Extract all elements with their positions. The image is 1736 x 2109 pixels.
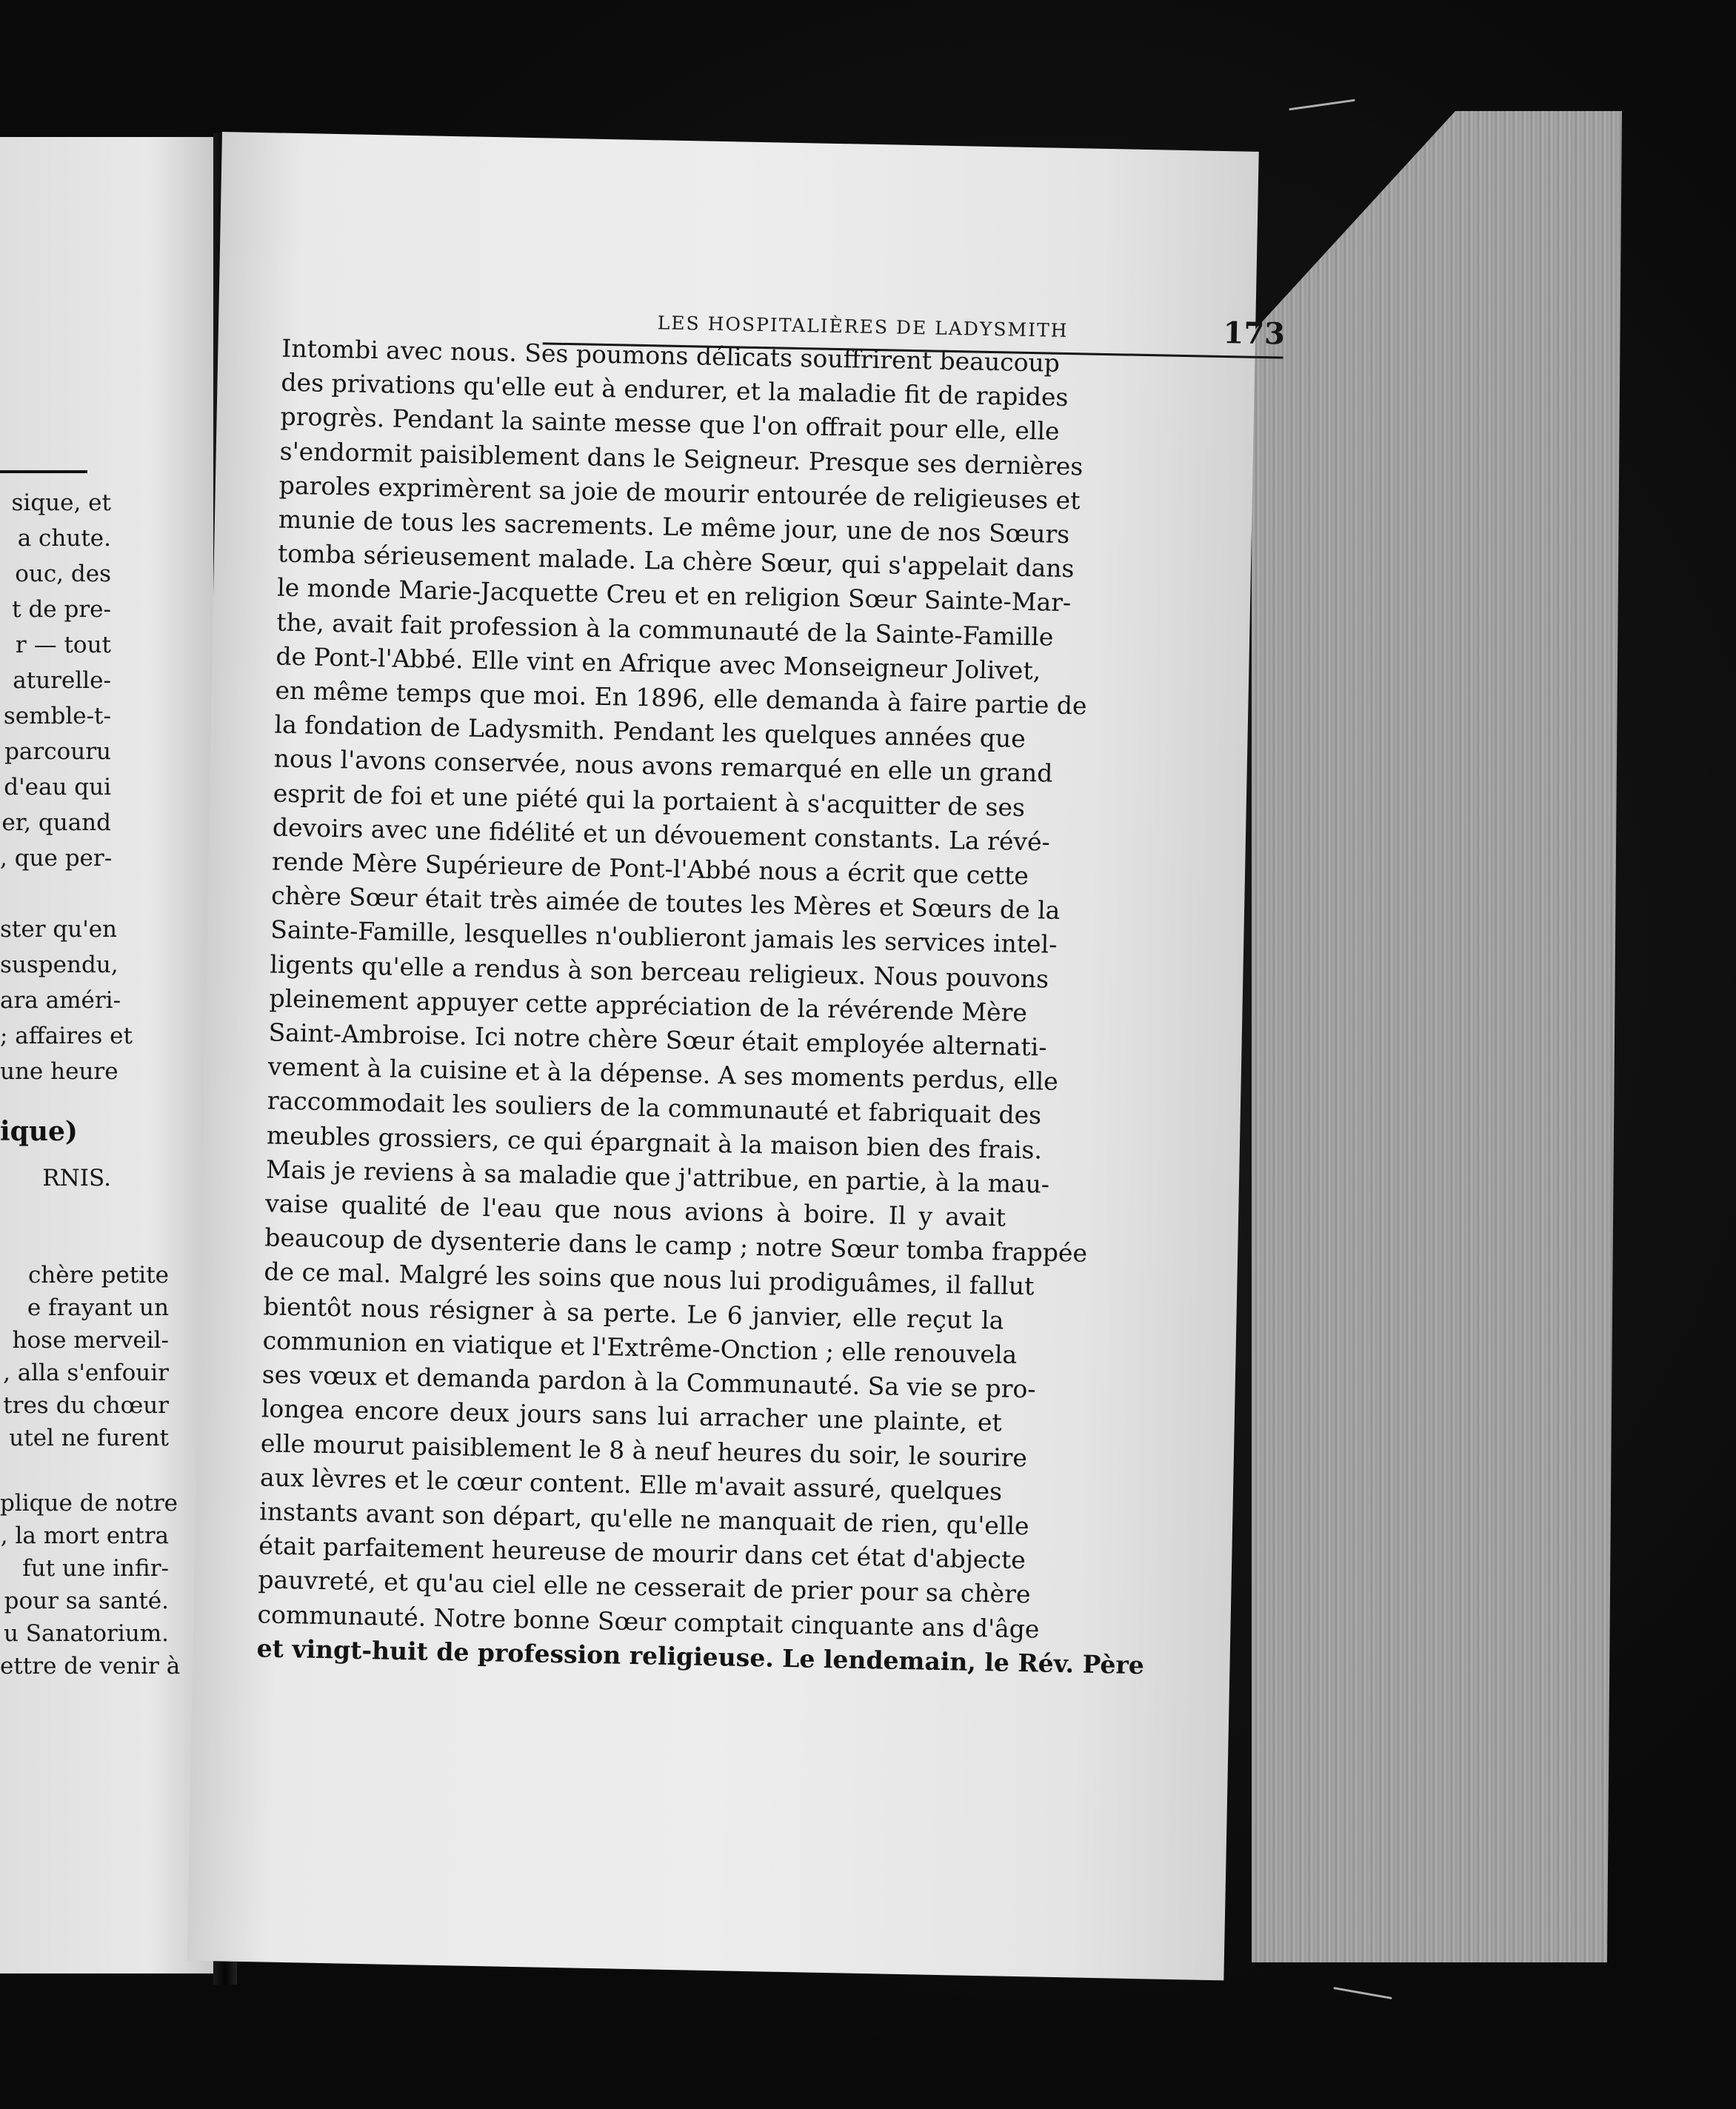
text-line: vaise qualité de l'eau que nous avions à boire. Il y avait (264, 1189, 1006, 1232)
text-line: instants avant son départ, qu'elle ne manquait de rien, qu'elle (258, 1497, 1029, 1541)
text-line: bientôt nous résigner à sa perte. Le 6 janvier, elle reçut la (263, 1291, 1004, 1335)
text-line: raccommodait les souliers de la communauté et fabriquait des (267, 1086, 1042, 1130)
text-line: des privations qu'elle eut à endurer, et la maladie fit de rapides (281, 367, 1069, 412)
text-line: rende Mère Supérieure de Pont-l'Abbé nous a écrit que cette (271, 846, 1029, 891)
text-line: ettre de venir à (0, 1653, 181, 1679)
text-line: munie de tous les sacrements. Le même jour, une de nos Sœurs (278, 504, 1070, 549)
text-line: a chute. (17, 525, 111, 552)
text-line (0, 876, 111, 912)
text-line: ses vœux et demanda pardon à la Communauté. Sa vie se pro- (261, 1360, 1036, 1404)
text-line: ster qu'en (0, 916, 118, 943)
body-text (256, 332, 1145, 1680)
text-line: RNIS. (42, 1165, 111, 1191)
text-line: chère petite (27, 1262, 169, 1289)
text-line: tomba sérieusement malade. La chère Sœur, qui s'appelait dans (277, 538, 1075, 584)
text-line: e frayant un (27, 1294, 169, 1321)
page-number: 173 (1223, 315, 1286, 352)
text-line: plique de notre (0, 1490, 178, 1517)
book-page (187, 132, 1286, 1980)
text-line: paroles exprimèrent sa joie de mourir entourée de religieuses et (278, 470, 1081, 515)
text-line: pleinement appuyer cette appréciation de la révérende Mère (269, 983, 1028, 1027)
text-line: ouc, des (15, 561, 111, 587)
text-line: nous l'avons conservée, nous avons remarqué en elle un grand (273, 743, 1053, 789)
running-title: LES HOSPITALIÈRES DE LADYSMITH (657, 312, 1069, 341)
text-line: parcouru (4, 738, 111, 765)
text-line: aturelle- (13, 667, 111, 694)
text-line: ; affaires et (0, 1023, 133, 1049)
text-line: longea encore deux jours sans lui arracher une plainte, et (261, 1394, 1003, 1437)
text-line: tres du chœur (3, 1392, 169, 1419)
text-line: devoirs avec une fidélité et un dévouement constants. La révé- (272, 812, 1051, 857)
text-line: the, avait fait profession à la communauté de la Sainte-Famille (276, 607, 1054, 652)
text-line: de ce mal. Malgré les soins que nous lui prodiguâmes, il fallut (264, 1257, 1035, 1301)
text-line: suspendu, (0, 952, 118, 978)
text-line: d'eau qui (4, 774, 111, 801)
text-line: esprit de foi et une piété qui la portaient à s'acquitter de ses (273, 778, 1026, 822)
text-line: Intombi avec nous. Ses poumons délicats souffrirent beaucoup (281, 333, 1061, 378)
text-line: le monde Marie-Jacquette Creu et en religion Sœur Sainte-Mar- (276, 572, 1072, 618)
text-line: fut une infir- (22, 1555, 169, 1582)
text-line: pauvreté, et qu'au ciel elle ne cesserait de prier pour sa chère (258, 1565, 1031, 1609)
text-line: la fondation de Ladysmith. Pendant les quelques années que (274, 709, 1026, 754)
text-line: pour sa santé. (4, 1588, 169, 1614)
text-line: Sainte-Famille, lesquelles n'oublieront jamais les services intel- (270, 915, 1058, 960)
text-line: vement à la cuisine et à la dépense. A ses moments perdus, elle (267, 1052, 1059, 1097)
text-line (0, 1454, 169, 1487)
previous-page-text-upper (0, 485, 133, 1196)
text-line: ligents qu'elle a rendus à son berceau religieux. Nous pouvons (270, 949, 1049, 994)
text-line: une heure (0, 1058, 118, 1085)
text-line: communion en viatique et l'Extrême-Onction ; elle renouvela (262, 1326, 1018, 1369)
previous-page-heading: ique) (0, 1116, 78, 1147)
text-line: aux lèvres et le cœur content. Elle m'avait assuré, quelques (259, 1463, 1003, 1506)
text-line: de Pont-l'Abbé. Elle vint en Afrique avec Monseigneur Jolivet, (276, 641, 1041, 686)
text-line: semble-t- (3, 703, 111, 729)
text-line: er, quand (1, 809, 111, 836)
text-line: communauté. Notre bonne Sœur comptait cinquante ans d'âge (257, 1599, 1040, 1644)
text-line: , que per- (0, 845, 113, 872)
page-block-edges (1252, 111, 1622, 1962)
text-line: elle mourut paisiblement le 8 à neuf heures du soir, le sourire (260, 1428, 1028, 1472)
text-line: Mais je reviens à sa maladie que j'attribue, en partie, à la mau- (265, 1154, 1050, 1199)
text-line: , alla s'enfouir (3, 1360, 169, 1386)
text-line: utel ne furent (9, 1425, 169, 1451)
previous-page-rule (0, 470, 87, 473)
text-line: meubles grossiers, ce qui épargnait à la maison bien des frais. (266, 1120, 1043, 1165)
text-line: sique, et (11, 489, 111, 516)
text-line: en même temps que moi. En 1896, elle demanda à faire partie de (275, 675, 1087, 721)
text-line: t de pre- (12, 596, 111, 623)
text-line: u Sanatorium. (3, 1620, 169, 1647)
text-line: progrès. Pendant la sainte messe que l'on offrait pour elle, elle (280, 401, 1060, 447)
text-line: r — tout (15, 632, 111, 658)
text-line: , la mort entra (0, 1523, 169, 1549)
text-line: Saint-Ambroise. Ici notre chère Sœur était employée alternati- (268, 1017, 1047, 1062)
text-line: ara améri- (0, 987, 121, 1014)
text-line: était parfaitement heureuse de mourir dans cet état d'abjecte (258, 1531, 1026, 1575)
text-line: hose merveil- (12, 1327, 169, 1354)
previous-page-text-lower (0, 1259, 181, 1682)
text-line: beaucoup de dysenterie dans le camp ; notre Sœur tomba frappée (264, 1223, 1088, 1268)
text-line: s'endormit paisiblement dans le Seigneur. Presque ses dernières (279, 436, 1084, 481)
text-line: et vingt-huit de profession religieuse. Le lendemain, le Rév. Père (256, 1633, 1145, 1679)
text-line: chère Sœur était très aimée de toutes les Mères et Sœurs de la (270, 880, 1061, 926)
previous-page-edge (0, 137, 213, 1973)
